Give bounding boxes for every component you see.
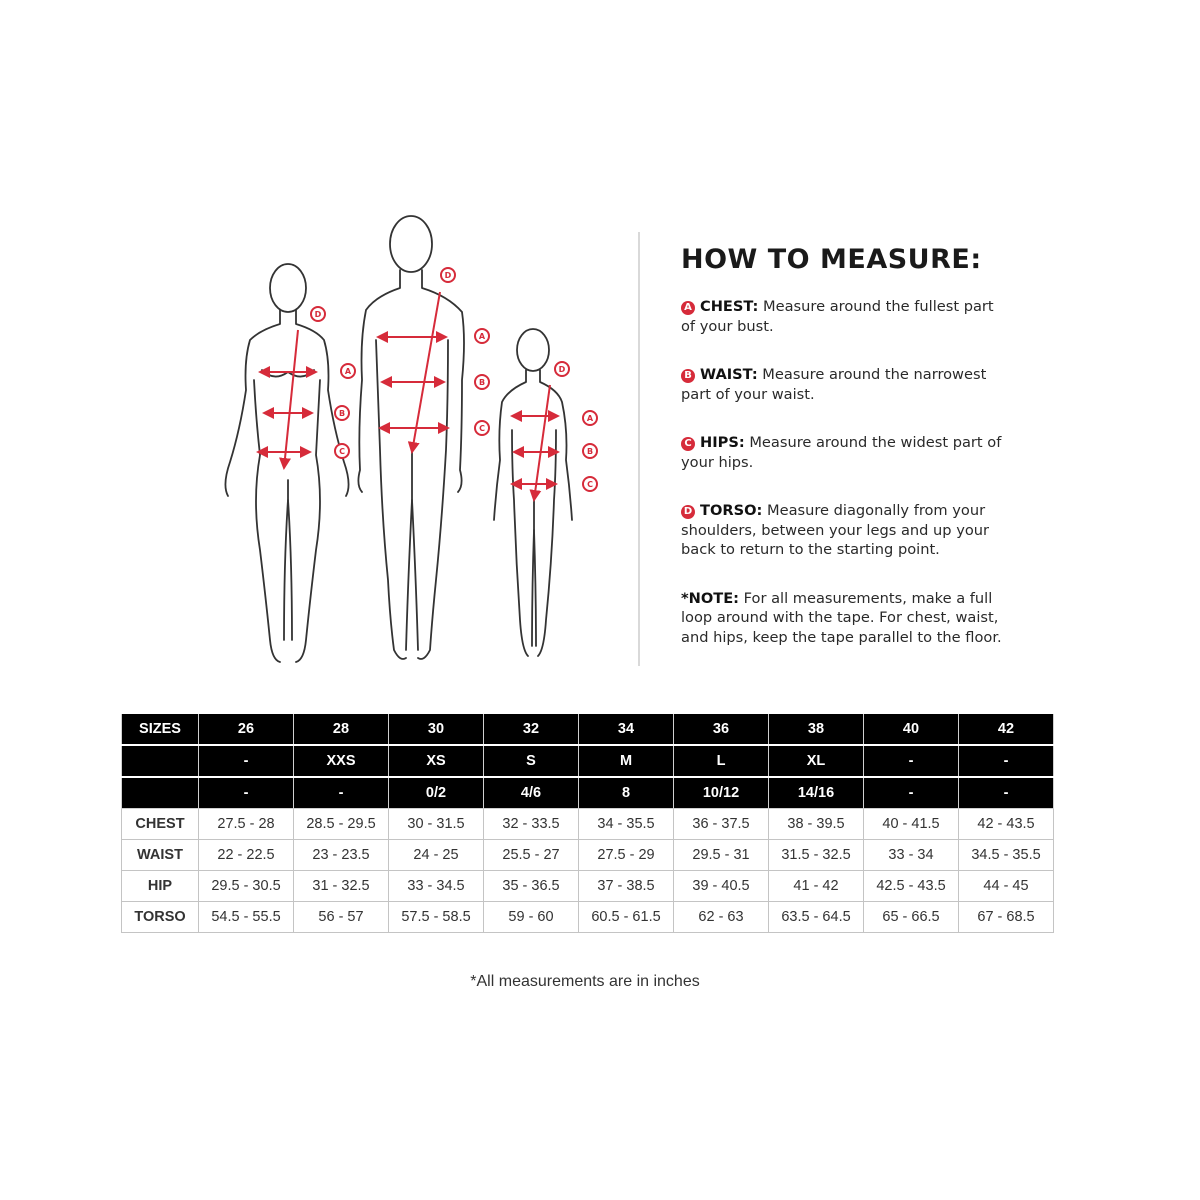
svg-text:C: C	[339, 447, 345, 456]
step-chest	[681, 297, 1011, 336]
note-text: For all measurements, make a full loop around with the tape. For chest, waist, and hips, keep the tape parallel to the floor.	[681, 589, 1002, 646]
step-chest-text: Measure around the fullest part of your bust.	[681, 298, 994, 335]
vertical-divider	[638, 232, 640, 666]
table-cell: 40	[864, 713, 959, 745]
table-cell: 34 - 35.5	[579, 809, 674, 840]
table-cell: 54.5 - 55.5	[199, 902, 294, 933]
table-cell: 14/16	[769, 777, 864, 809]
table-row	[122, 745, 1054, 777]
table-cell: 41 - 42	[769, 871, 864, 902]
table-row	[122, 902, 1054, 933]
girl-label-d	[555, 362, 569, 376]
size-chart-table	[121, 712, 1054, 933]
chest-badge-icon: A	[681, 301, 695, 315]
table-cell: 33 - 34.5	[389, 871, 484, 902]
svg-text:A: A	[478, 332, 486, 341]
table-cell: XS	[389, 745, 484, 777]
girl-label-c	[583, 477, 597, 491]
table-cell: 38	[769, 713, 864, 745]
table-cell: 57.5 - 58.5	[389, 902, 484, 933]
table-cell: -	[864, 745, 959, 777]
girl-figure	[494, 329, 572, 656]
size-chart-body	[122, 713, 1054, 933]
table-cell: 22 - 22.5	[199, 840, 294, 871]
table-cell: 24 - 25	[389, 840, 484, 871]
table-row	[122, 840, 1054, 871]
table-cell: 40 - 41.5	[864, 809, 959, 840]
table-cell: 63.5 - 64.5	[769, 902, 864, 933]
row-header-cell	[122, 745, 199, 777]
girl-label-a	[583, 411, 597, 425]
table-row	[122, 871, 1054, 902]
table-cell: -	[864, 777, 959, 809]
svg-text:D: D	[558, 365, 566, 374]
man-label-a	[475, 329, 489, 343]
table-cell: M	[579, 745, 674, 777]
table-cell: XXS	[294, 745, 389, 777]
table-cell: -	[199, 745, 294, 777]
how-to-measure-title: HOW TO MEASURE:	[681, 244, 982, 275]
row-header-cell	[122, 777, 199, 809]
table-row	[122, 777, 1054, 809]
man-label-b	[475, 375, 489, 389]
table-cell: 44 - 45	[959, 871, 1054, 902]
woman-label-c	[335, 444, 349, 458]
svg-text:B: B	[478, 378, 486, 387]
table-cell: 30 - 31.5	[389, 809, 484, 840]
step-torso	[681, 501, 1011, 560]
table-cell: 31.5 - 32.5	[769, 840, 864, 871]
table-cell: 36 - 37.5	[674, 809, 769, 840]
table-cell: 34.5 - 35.5	[959, 840, 1054, 871]
hips-badge-icon: C	[681, 437, 695, 451]
table-cell: 33 - 34	[864, 840, 959, 871]
woman-label-d	[311, 307, 325, 321]
man-label-c	[475, 421, 489, 435]
step-chest-lead: CHEST:	[700, 298, 759, 315]
table-cell: 4/6	[484, 777, 579, 809]
table-cell: 67 - 68.5	[959, 902, 1054, 933]
measurement-note	[681, 589, 1011, 648]
table-cell: 29.5 - 30.5	[199, 871, 294, 902]
table-row	[122, 713, 1054, 745]
table-cell: -	[959, 745, 1054, 777]
measurement-figures-illustration	[200, 200, 620, 680]
table-cell: 39 - 40.5	[674, 871, 769, 902]
table-cell: 28.5 - 29.5	[294, 809, 389, 840]
row-header-cell: CHEST	[122, 809, 199, 840]
svg-text:C: C	[479, 424, 485, 433]
table-cell: 26	[199, 713, 294, 745]
table-cell: 42	[959, 713, 1054, 745]
step-hips	[681, 433, 1011, 472]
step-hips-lead: HIPS:	[700, 434, 745, 451]
step-torso-text: Measure diagonally from your shoulders, between your legs and up your back to return to the starting point.	[681, 502, 990, 558]
table-cell: 27.5 - 28	[199, 809, 294, 840]
table-cell: 37 - 38.5	[579, 871, 674, 902]
table-cell: 38 - 39.5	[769, 809, 864, 840]
row-header-cell: SIZES	[122, 713, 199, 745]
note-lead: *NOTE:	[681, 589, 740, 607]
svg-text:B: B	[586, 447, 594, 456]
table-cell: -	[199, 777, 294, 809]
table-cell: 0/2	[389, 777, 484, 809]
table-cell: L	[674, 745, 769, 777]
table-cell: 32	[484, 713, 579, 745]
table-cell: 42.5 - 43.5	[864, 871, 959, 902]
row-header-cell: WAIST	[122, 840, 199, 871]
table-cell: 31 - 32.5	[294, 871, 389, 902]
table-cell: 8	[579, 777, 674, 809]
table-cell: 35 - 36.5	[484, 871, 579, 902]
table-cell: 10/12	[674, 777, 769, 809]
table-cell: S	[484, 745, 579, 777]
step-waist-text: Measure around the narrowest part of your waist.	[681, 366, 987, 403]
footnote: *All measurements are in inches	[470, 973, 700, 990]
svg-text:C: C	[587, 480, 593, 489]
table-cell: 56 - 57	[294, 902, 389, 933]
table-cell: 28	[294, 713, 389, 745]
table-cell: 42 - 43.5	[959, 809, 1054, 840]
step-torso-lead: TORSO:	[700, 502, 763, 519]
woman-figure	[225, 264, 348, 662]
woman-label-a	[341, 364, 355, 378]
step-waist-lead: WAIST:	[700, 366, 758, 383]
row-header-cell: TORSO	[122, 902, 199, 933]
svg-text:D: D	[314, 310, 322, 319]
table-cell: XL	[769, 745, 864, 777]
woman-label-b	[335, 406, 349, 420]
torso-badge-icon: D	[681, 505, 695, 519]
table-cell: 32 - 33.5	[484, 809, 579, 840]
man-label-d	[441, 268, 455, 282]
table-cell: 27.5 - 29	[579, 840, 674, 871]
table-cell: 36	[674, 713, 769, 745]
table-cell: 34	[579, 713, 674, 745]
how-to-measure-panel	[681, 244, 1011, 647]
svg-text:B: B	[338, 409, 346, 418]
table-cell: 25.5 - 27	[484, 840, 579, 871]
table-cell: 59 - 60	[484, 902, 579, 933]
waist-badge-icon: B	[681, 369, 695, 383]
table-cell: 29.5 - 31	[674, 840, 769, 871]
figures-svg	[200, 200, 620, 680]
table-cell: 30	[389, 713, 484, 745]
table-cell: 60.5 - 61.5	[579, 902, 674, 933]
table-cell: -	[959, 777, 1054, 809]
table-cell: 23 - 23.5	[294, 840, 389, 871]
svg-text:A: A	[344, 367, 352, 376]
table-cell: -	[294, 777, 389, 809]
step-waist	[681, 365, 1011, 404]
table-cell: 65 - 66.5	[864, 902, 959, 933]
svg-text:A: A	[586, 414, 594, 423]
girl-label-b	[583, 444, 597, 458]
row-header-cell: HIP	[122, 871, 199, 902]
table-cell: 62 - 63	[674, 902, 769, 933]
svg-text:D: D	[444, 271, 452, 280]
step-hips-text: Measure around the widest part of your hips.	[681, 434, 1002, 471]
table-row	[122, 809, 1054, 840]
